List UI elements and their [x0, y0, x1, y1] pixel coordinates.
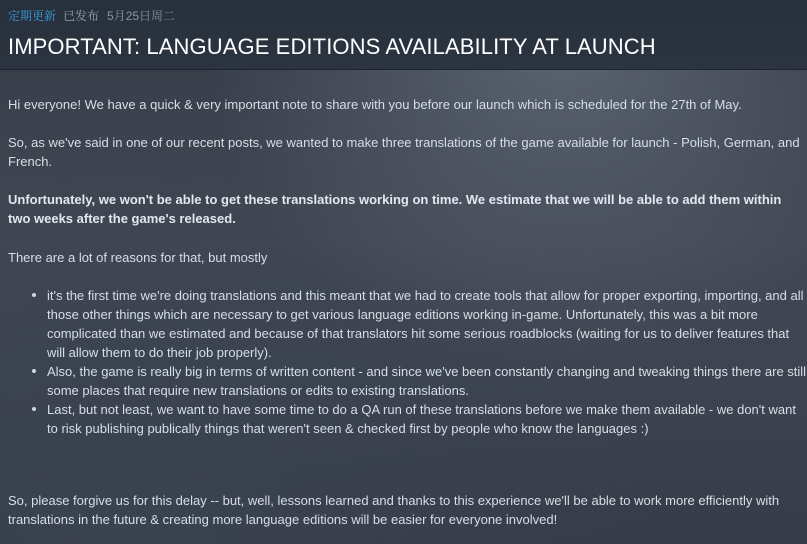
- paragraph-delay-notice: Unfortunately, we won't be able to get these translations working on time. We estimate that we will be able to add them within two weeks after the game's released.: [8, 192, 782, 226]
- bullet-dot-icon: [32, 293, 36, 297]
- event-type-link[interactable]: 定期更新: [8, 9, 57, 23]
- list-item-text: it's the first time we're doing translations and this meant that we had to create tools that allow for proper exporting, importing, and all those other things which are necessary to get various language editions working in-game. Unfortunately, this was a bit more complicated than we estimated and because of that translators hit some serious roadblocks (waiting for us to deliver features that will allow them to do their job properly).: [47, 288, 804, 360]
- list-item-text: Last, but not least, we want to have some time to do a QA run of these translations before we make them available - we don't want to risk publishing publically things that weren't seen & checked first by people who know the languages :): [47, 402, 796, 436]
- announcement-header: [0, 0, 807, 70]
- list-item: [8, 400, 807, 438]
- list-item: [8, 362, 807, 400]
- paragraph-intro: Hi everyone! We have a quick & very important note to share with you before our launch which is scheduled for the 27th of May.: [8, 97, 742, 112]
- post-status: 已发布: [63, 9, 100, 23]
- page-title: IMPORTANT: LANGUAGE EDITIONS AVAILABILITY AT LAUNCH: [8, 34, 656, 59]
- reasons-list: [8, 286, 807, 438]
- paragraph-translations: So, as we've said in one of our recent posts, we wanted to make three translations of the game available for launch - Polish, German, and French.: [8, 135, 800, 169]
- post-date: 5月25日周二: [107, 9, 176, 23]
- bullet-dot-icon: [32, 407, 36, 411]
- list-item-text: Also, the game is really big in terms of written content - and since we've been constantly changing and tweaking things there are still some places that require new translations or edits to existing translations.: [47, 364, 807, 398]
- paragraph-closing: So, please forgive us for this delay -- but, well, lessons learned and thanks to this experience we'll be able to work more efficiently with translations in the future & creating more language editions will be easier for everyone involved!: [8, 493, 780, 527]
- bullet-dot-icon: [32, 369, 36, 373]
- paragraph-reasons-intro: There are a lot of reasons for that, but mostly: [8, 250, 268, 265]
- list-item: [8, 286, 807, 362]
- post-meta: [8, 9, 799, 23]
